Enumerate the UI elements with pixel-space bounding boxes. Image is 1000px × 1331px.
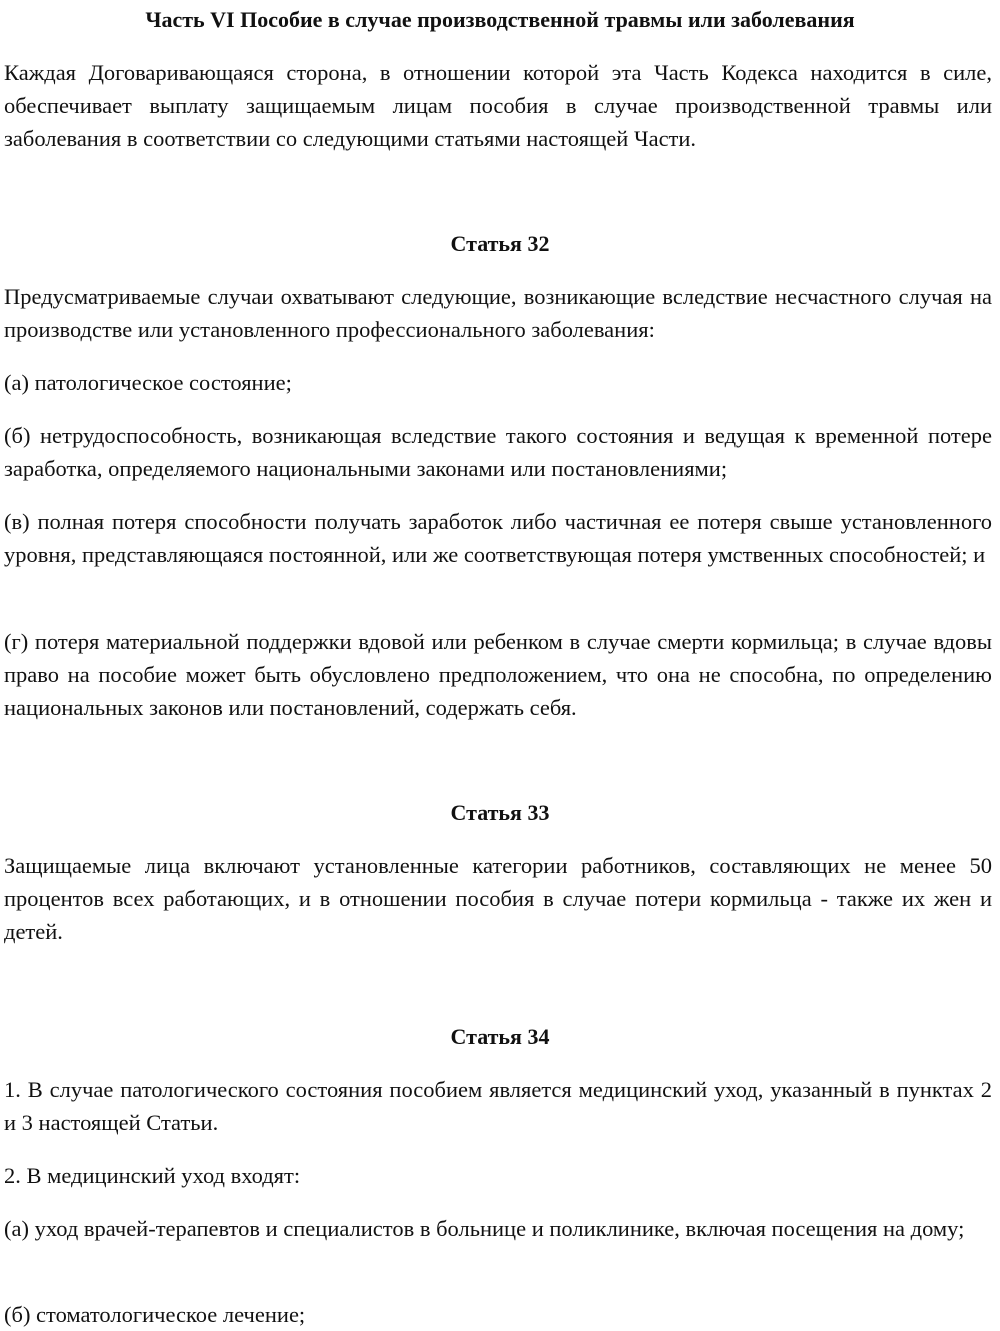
article-32-item-b: (б) нетрудоспособность, возникающая вследствие такого состояния и ведущая к временной потере заработка, определяемого национальными законами или постановлениями;: [4, 423, 992, 481]
article-32-item-d: (г) потеря материальной поддержки вдовой или ребенком в случае смерти кормильца; в случае вдовы право на пособие может быть обусловлено предположением, что она не способна, по определению национальных законов или постановлений, содержать себя.: [4, 629, 992, 720]
part-title: Часть VI Пособие в случае производственной травмы или заболевания: [145, 7, 855, 32]
article-32-title: Статья 32: [450, 231, 550, 256]
article-33-text: Защищаемые лица включают установленные категории работников, составляющих не менее 50 процентов всех работающих, и в отношении пособия в случае потери кормильца - также их жен и детей.: [4, 853, 992, 944]
article-33-title: Статья 33: [450, 800, 550, 825]
article-34-title: Статья 34: [450, 1024, 550, 1049]
intro-paragraph: Каждая Договаривающаяся сторона, в отношении которой эта Часть Кодекса находится в силе, обеспечивает выплату защищаемым лицам пособия в случае производственной травмы или заболевания в соответствии со следующими статьями настоящей Части.: [4, 60, 992, 151]
article-34-paragraph-2: 2. В медицинский уход входят:: [4, 1163, 301, 1188]
article-34-paragraph-1: 1. В случае патологического состояния пособием является медицинский уход, указанный в пунктах 2 и 3 настоящей Статьи.: [4, 1077, 992, 1135]
article-34-item-b: (б) стоматологическое лечение;: [4, 1302, 306, 1327]
article-32-item-a: (а) патологическое состояние;: [4, 370, 292, 395]
article-34-item-a: (а) уход врачей-терапевтов и специалистов в больнице и поликлинике, включая посещения на дому;: [4, 1216, 965, 1241]
article-32-item-c: (в) полная потеря способности получать заработок либо частичная ее потеря свыше установленного уровня, представляющаяся постоянной, или же соответствующая потеря умственных способностей; и: [4, 509, 992, 567]
article-32-lead: Предусматриваемые случаи охватывают следующие, возникающие вследствие несчастного случая на производстве или установленного профессионального заболевания:: [4, 284, 992, 342]
